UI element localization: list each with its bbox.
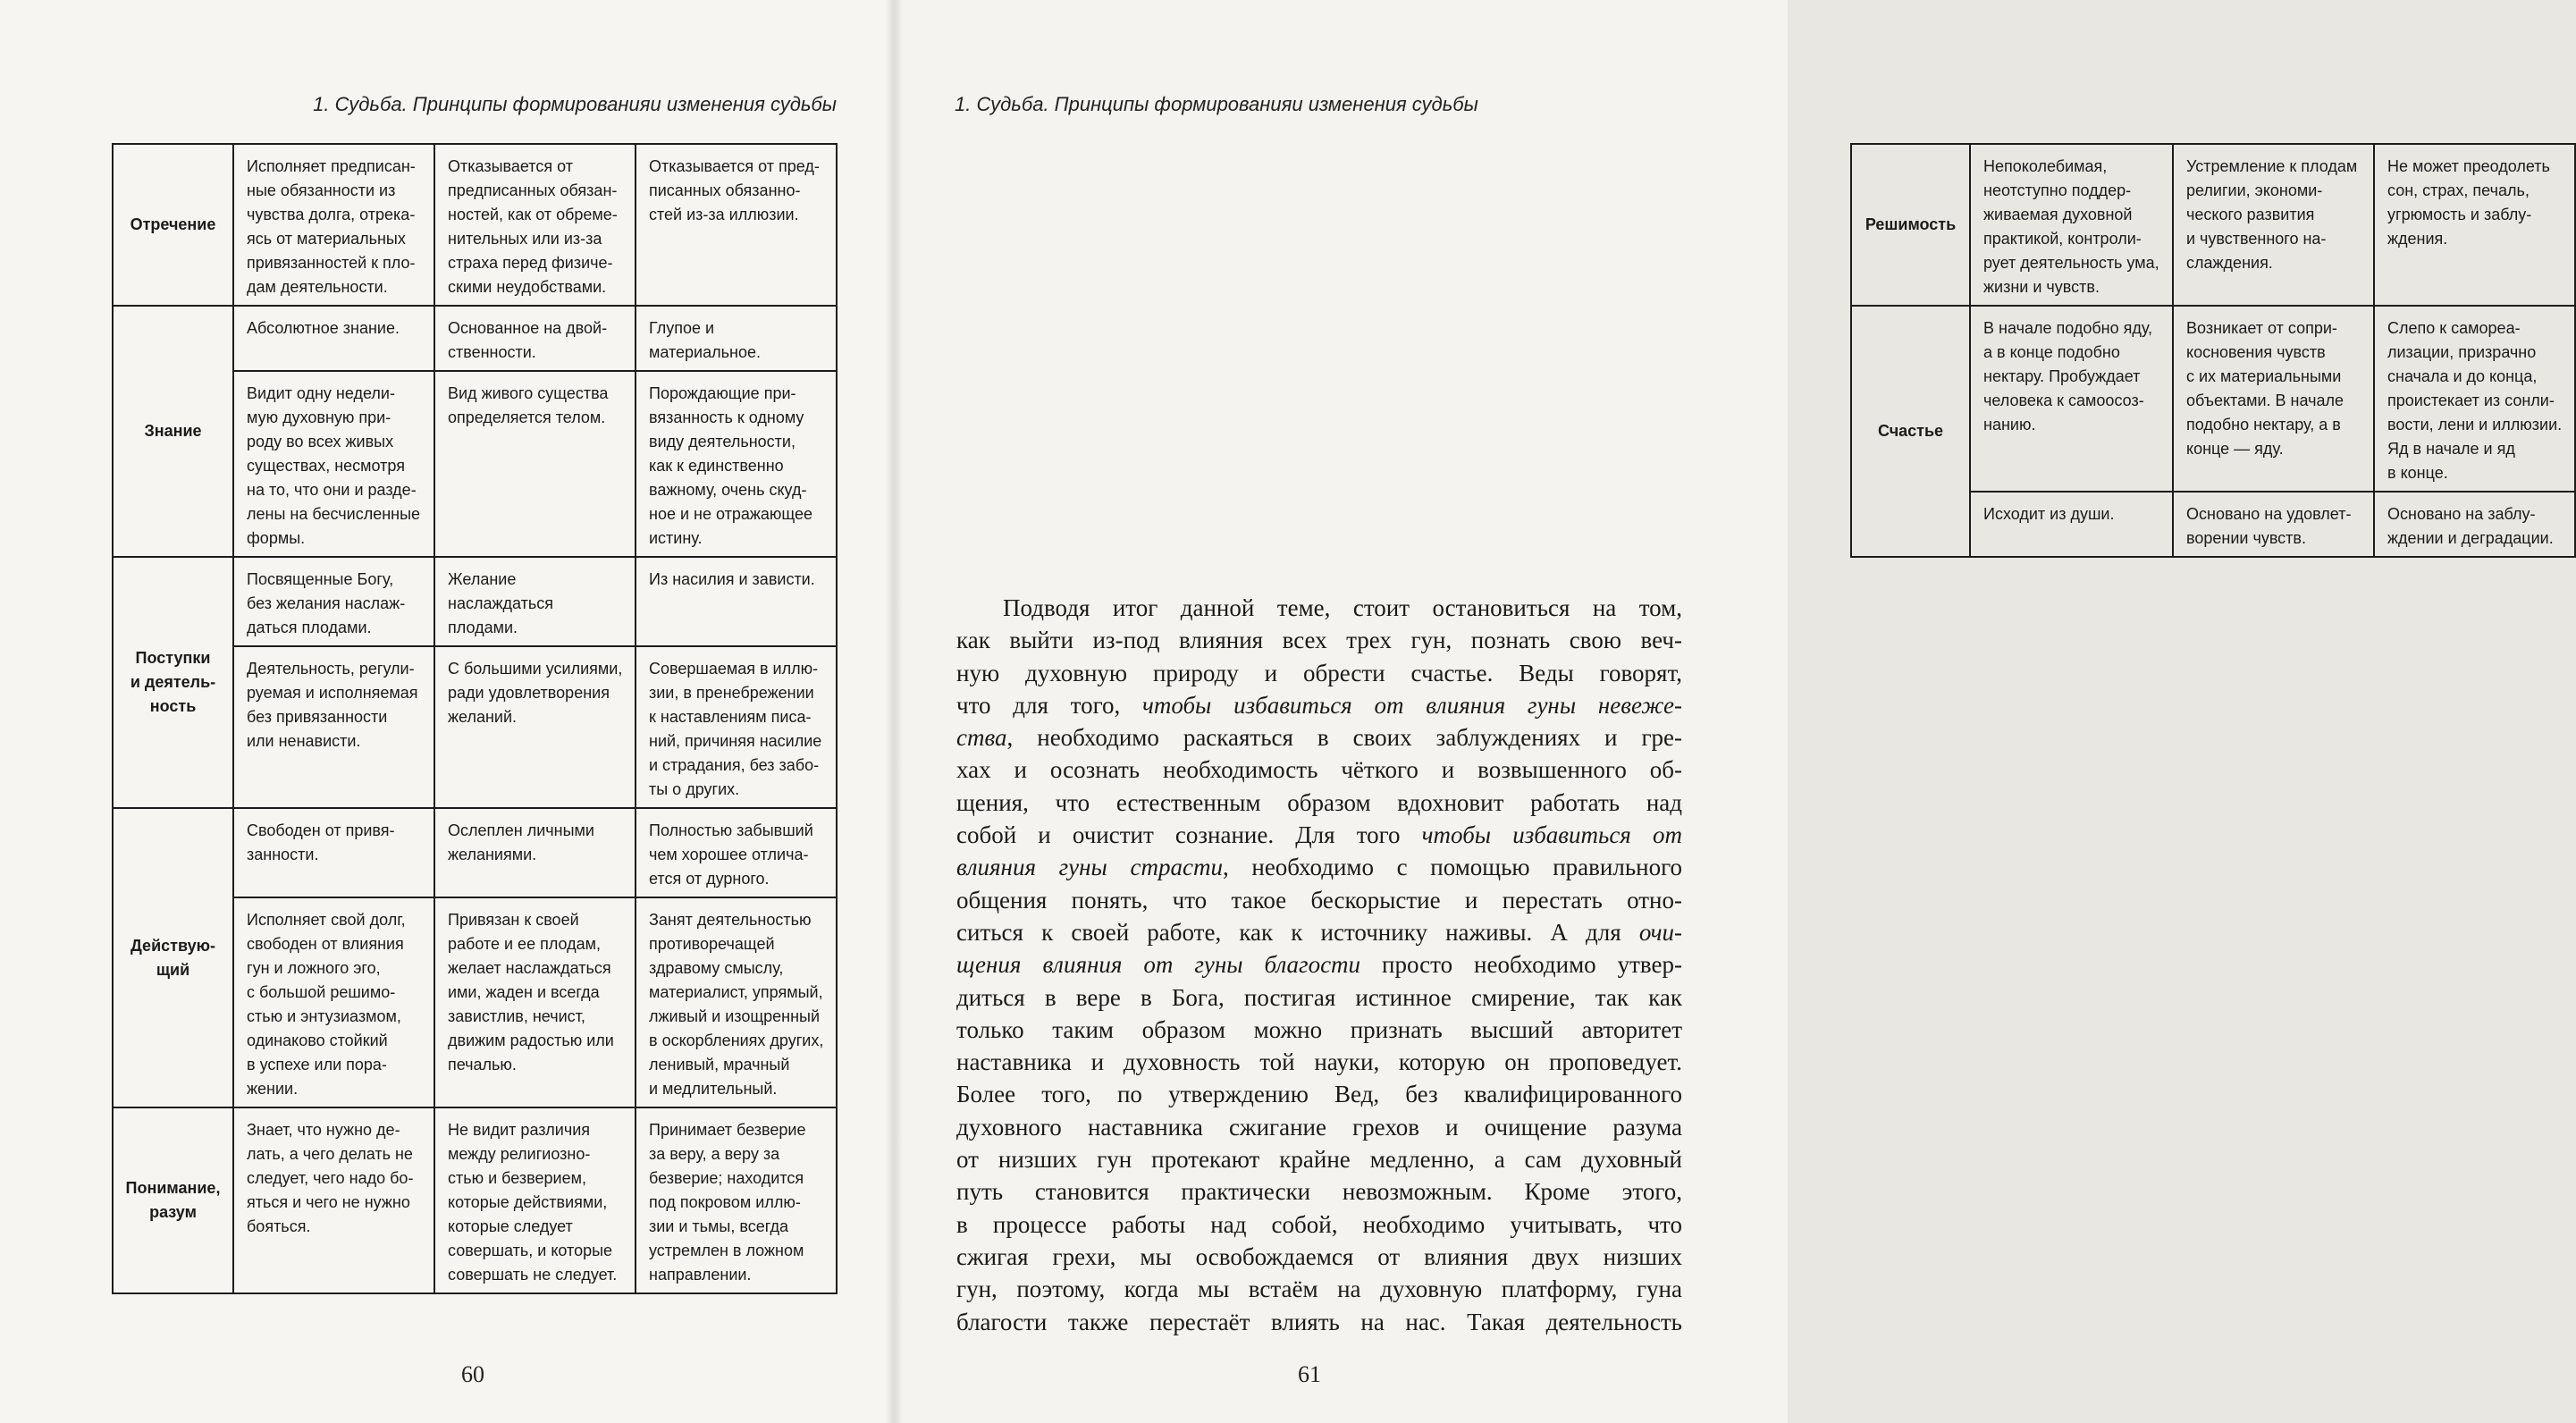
tamas-cell [636,808,837,897]
gunas-table-left [112,143,838,1294]
table-row [113,306,837,371]
table-body [113,144,837,1293]
cell-text: Абсолютное знание. [247,319,400,337]
book-gutter [885,0,903,1423]
row-label-text: Счастье [1877,422,1944,440]
text-segment: наставника и духовность той науки, которую он проповедует. [956,1048,1682,1076]
cell-text: В начале подобно яду, а в конце подобно нектару. Пробуждает человека к самоосоз- нанию. [1983,319,2153,434]
text-line [956,689,1682,721]
cell-text: Основано на удовлет- ворении чувств. [2186,505,2352,547]
text-segment: путь становится практически невозможным. Кроме этого, [956,1178,1682,1206]
row-label-text: Отречение [130,215,216,233]
rajas-cell [434,144,636,306]
row-label-text: Понимание, разум [125,1179,221,1221]
table-row [113,1107,837,1293]
table-body [1851,144,2575,557]
table-row [113,144,837,306]
running-head: 1. Судьба. Принципы формированияи изменения судьбы [313,93,837,115]
cell-text: Вид живого существа определяется телом. [448,384,609,426]
row-label [1851,144,1970,306]
text-segment: только таким образом можно признать высший авторитет [956,1015,1682,1043]
text-line [956,1078,1682,1110]
tamas-cell [636,371,837,557]
text-line [956,1241,1682,1273]
cell-text: С большими усилиями, ради удовлетворения желаний. [448,660,623,726]
text-line [956,721,1682,754]
rajas-cell [434,1107,636,1293]
text-line [956,1111,1682,1143]
text-line [956,624,1682,656]
page-number: 61 [1298,1361,1321,1387]
table-row [113,557,837,646]
text-line [956,657,1682,689]
row-label [1851,306,1970,557]
table-row [1851,306,2575,492]
cell-text: Совершаемая в иллю- зии, в пренебрежении к наставлениям писа- ний, причиняя насилие и страдания, без забо- ты о других. [649,660,822,798]
text-segment: просто необходимо утвер- [1360,951,1682,979]
cell-text: Посвященные Богу, без желания наслаж- даться плодами. [247,570,406,636]
row-label-text: Действую- щий [130,936,215,979]
cell-text: Свободен от привя- занности. [247,821,395,863]
sattva-cell [233,897,434,1107]
table-row [113,808,837,897]
sattva-cell [233,306,434,371]
cell-text: Занят деятельностью противоречащей здравому смыслу, материалист, упрямый, лживый и изощренный в оскорблениях других, ленивый, мрачный и медлительный. [649,911,824,1098]
body-paragraph [956,592,1682,1338]
sattva-cell [233,557,434,646]
cell-text: Исполняет предписан- ные обязанности из чувства долга, отрека- ясь от материальных привязанностей к пло- дам деятельности. [247,157,416,296]
tamas-cell [2374,306,2575,492]
row-label [113,306,233,557]
tamas-cell [2374,492,2575,557]
cell-text: Отказывается от предписанных обязан- ностей, как от обреме- нительных или из-за страха перед физиче- скими неудобствами. [448,157,618,296]
text-line [956,754,1682,786]
tamas-cell [636,646,837,808]
italic-segment: ства [956,724,1007,752]
text-segment: сжигая грехи, мы освобождаемся от влияния двух низших [956,1242,1682,1270]
gunas-table-right [1850,143,2576,558]
cell-text: Привязан к своей работе и ее плодам, желает наслаждаться ими, жаден и всегда завистлив, нечист, движим радостью или печалью. [448,911,614,1074]
rajas-cell [434,306,636,371]
text-segment: ную духовную природу и обрести счастье. Веды говорят, [956,659,1682,686]
text-line [956,1273,1682,1305]
left-page [0,0,894,1423]
text-segment: гун, поэтому, когда мы встаём на духовную платформу, гуна [956,1276,1682,1303]
cell-text: Непоколебимая, неотступно поддер- живаемая духовной практикой, контроли- рует деятельность ума, жизни и чувств. [1983,157,2159,296]
tamas-cell [636,306,837,371]
sattva-cell [1970,144,2173,306]
text-segment: , необходимо раскаяться в своих заблуждениях и гре- [1006,724,1682,752]
cell-text: Принимает безверие за веру, а веру за безверие; находится под покровом иллю- зии и тьмы, всегда устремлен в ложном направлении. [649,1121,806,1284]
rajas-cell [2173,306,2374,492]
running-head: 1. Судьба. Принципы формированияи изменения судьбы [955,93,1478,115]
cell-text: Деятельность, регули- руемая и исполняемая без привязанности или ненависти. [247,660,418,750]
text-segment: щения, что естественным образом вдохновит работать над [956,788,1682,816]
cell-text: Исходит из души. [1983,505,2115,523]
cell-text: Не может преодолеть сон, страх, печаль, угрюмость и заблу- ждения. [2387,157,2550,248]
cell-text: Отказывается от пред- писанных обязанно- стей из-за иллюзии. [649,157,820,223]
italic-segment: щения влияния от гуны благости [956,951,1361,979]
cell-text: Полностью забывший чем хорошее отлича- ется от дурного. [649,821,813,888]
rajas-cell [434,897,636,1107]
cell-text: Ослеплен личными желаниями. [448,821,594,863]
text-line [956,1306,1682,1338]
row-label-text: Решимость [1865,215,1957,233]
page-number: 60 [461,1361,484,1387]
text-segment: Более того, по утверждению Вед, без квалифицированного [956,1081,1682,1108]
italic-segment: чтобы избавиться от влияния гуны невеже- [1141,691,1682,719]
text-line [956,916,1682,948]
text-line [956,851,1682,883]
cell-text: Не видит различия между религиозно- стью и безверием, которые действиями, которые следует совершать, и которые совершать не следует. [448,1121,618,1284]
rajas-cell [434,808,636,897]
cell-text: Порождающие при- вязанность к одному виду деятельности, как к единственно важному, очень скуд- ное и не отражающее истину. [649,384,813,547]
text-segment: общения понять, что такое бескорыстие и перестать отно- [956,886,1682,914]
row-label [113,808,233,1107]
sattva-cell [233,144,434,306]
table-row [1851,144,2575,306]
row-label [113,1107,233,1293]
text-line [956,1143,1682,1175]
text-line [956,787,1682,819]
text-line [956,981,1682,1014]
row-label-text: Поступки и деятель- ность [130,649,216,715]
cell-text: Видит одну недели- мую духовную при- роду во всех живых существах, несмотря на то, что они и разде- лены на бесчисленные формы. [247,384,421,547]
text-line [956,592,1682,624]
cell-text: Слепо к самореа- лизации, призрачно сначала и до конца, проистекает из сонли- вости, лени и иллюзии. Яд в начале и яд в конце. [2387,319,2563,482]
text-segment: от низших гун протекают крайне медленно, а сам духовный [956,1146,1682,1174]
tamas-cell [636,557,837,646]
cell-text: Основано на заблу- ждении и деградации. [2387,505,2554,547]
rajas-cell [2173,492,2374,557]
sattva-cell [1970,492,2173,557]
rajas-cell [434,557,636,646]
rajas-cell [2173,144,2374,306]
cell-text: Глупое и материальное. [649,319,761,361]
cell-text: Основанное на двой- ственности. [448,319,608,361]
text-line [956,819,1682,851]
rajas-cell [434,371,636,557]
sattva-cell [233,1107,434,1293]
rajas-cell [434,646,636,808]
tamas-cell [636,1107,837,1293]
sattva-cell [233,371,434,557]
text-segment: собой и очистит сознание. Для того [956,821,1422,849]
text-segment: Подводя итог данной теме, стоит остановиться на том, [1003,594,1682,621]
text-segment: что для того, [956,691,1142,719]
sattva-cell [233,808,434,897]
row-label-text: Знание [144,422,202,440]
tamas-cell [636,144,837,306]
text-segment: ситься к своей работе, как к источнику наживы. А для [956,918,1639,946]
cell-text: Исполняет свой долг, свободен от влияния гун и ложного эго, с большой решимо- стью и энтузиазмом, одинаково стойкий в успехе или пора- жении. [247,911,406,1098]
text-line [956,1175,1682,1208]
text-line [956,948,1682,981]
italic-segment: чтобы избавиться от [1421,821,1682,849]
text-segment: духовного наставника сжигание грехов и очищение разума [956,1113,1682,1141]
sattva-cell [1970,306,2173,492]
text-segment: как выйти из-под влияния всех трех гун, познать свою веч- [956,627,1682,654]
sattva-cell [233,646,434,808]
text-line [956,1014,1682,1046]
italic-segment: влияния гуны страсти [956,854,1223,881]
text-segment: благости также перестаёт влиять на нас. Такая деятельность [956,1308,1682,1335]
row-label [113,144,233,306]
tamas-cell [2374,144,2575,306]
cell-text: Желание наслаждаться плодами. [448,570,553,636]
italic-segment: очи- [1638,918,1682,946]
text-line [956,884,1682,916]
cell-text: Возникает от сопри- косновения чувств с их материальными объектами. В начале подобно нектару, а в конце — яду. [2186,319,2344,458]
text-segment: хах и осознать необходимость чёткого и возвышенного об- [956,756,1682,784]
text-line [956,1046,1682,1078]
text-segment: , необходимо с помощью правильного [1222,854,1682,881]
row-label [113,557,233,808]
cell-text: Из насилия и зависти. [649,570,815,588]
text-segment: диться в вере в Бога, постигая истинное смирение, так как [956,983,1682,1011]
text-line [956,1208,1682,1241]
cell-text: Знает, что нужно де- лать, а чего делать не следует, чего надо бо- яться и чего не нужно бояться. [247,1121,414,1235]
tamas-cell [636,897,837,1107]
text-segment: в процессе работы над собой, необходимо учитывать, что [956,1210,1682,1238]
cell-text: Устремление к плодам религии, экономи- ческого развития и чувственного на- слаждения. [2186,157,2358,272]
